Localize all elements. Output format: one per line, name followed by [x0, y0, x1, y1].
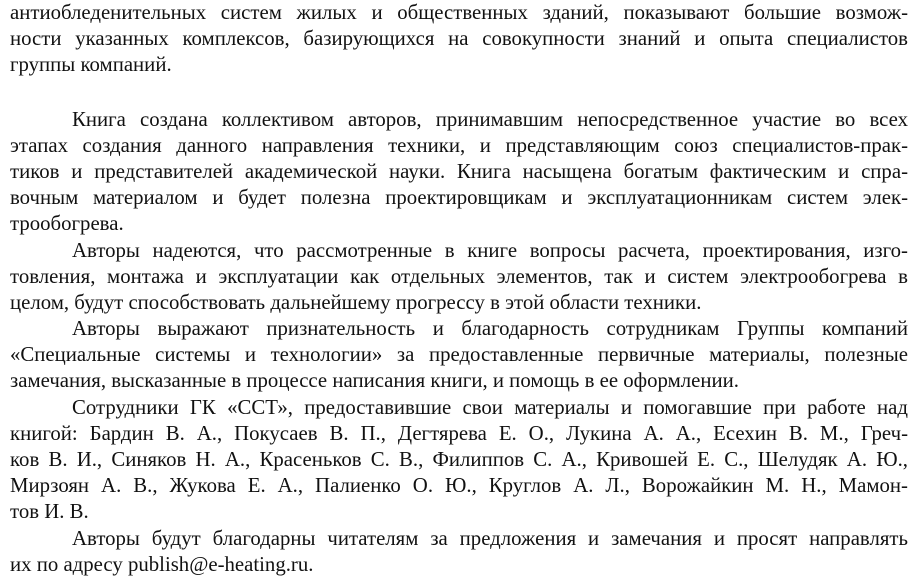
text-line: тиков и представителей академической науки. Книга насыщена богатым фактическим и спра- [10, 159, 908, 183]
text-line: товления, монтажа и эксплуатации как отдельных элементов, так и систем электрообогрева в [10, 264, 908, 288]
text-line: антиобледенительных систем жилых и общественных зданий, показывают большие возмож- [10, 1, 908, 24]
text-line: Мирзоян А. В., Жукова Е. А., Палиенко О. Ю., Круглов А. Л., Ворожайкин М. Н., Мамон- [10, 474, 908, 498]
document-page [10, 0, 908, 578]
text-line: вочным материалом и будет полезна проектировщикам и эксплуатационникам систем элек- [10, 186, 908, 210]
text-line: тов И. В. [10, 500, 89, 524]
paragraph-gap [10, 79, 908, 107]
text-line: Книга создана коллективом авторов, принимавшим непосредственное участие во всех [72, 107, 908, 131]
text-line: этапах создания данного направления техники, и представляющим союз специалистов-прак- [10, 133, 908, 157]
text-line: книгой: Бардин В. А., Покусаев В. П., Дегтярева Е. О., Лукина А. А., Есехин В. М., Греч- [10, 421, 908, 445]
text-line: ков В. И., Синяков Н. А., Красеньков С. В., Филиппов С. А., Кривошей Е. С., Шелудяк А. Ю., [10, 448, 908, 471]
text-line: замечания, высказанные в процессе написания книги, и помощь в ее оформлении. [10, 369, 739, 393]
text-line: «Специальные системы и технологии» за предоставленные первичные материалы, полезные [10, 343, 908, 367]
text-line: их по адресу publish@e-heating.ru. [10, 552, 314, 576]
text-line: Авторы надеются, что рассмотренные в книге вопросы расчета, проектирования, изго- [72, 238, 908, 262]
text-line: целом, будут способствовать дальнейшему прогрессу в этой области техники. [10, 290, 702, 314]
text-line: группы компаний. [10, 53, 172, 77]
text-line: Авторы будут благодарны читателям за предложения и замечания и просят направлять [72, 526, 908, 550]
text-line: Авторы выражают признательность и благодарность сотрудникам Группы компаний [72, 317, 908, 341]
text-line: трообогрева. [10, 212, 124, 236]
text-line: Сотрудники ГК «ССТ», предоставившие свои материалы и помогавшие при работе над [72, 395, 908, 419]
text-line: ности указанных комплексов, базирующихся на совокупности знаний и опыта специалистов [10, 27, 908, 51]
